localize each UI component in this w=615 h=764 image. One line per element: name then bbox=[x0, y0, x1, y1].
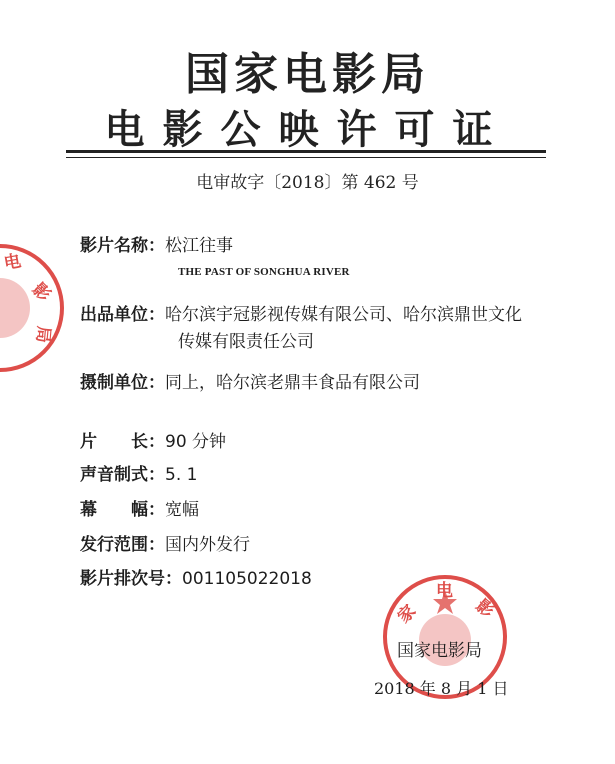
release-value: 国内外发行 bbox=[165, 535, 250, 555]
header-rule-thick bbox=[66, 150, 546, 153]
release-row bbox=[80, 530, 250, 555]
svg-text:电: 电 bbox=[436, 581, 453, 601]
sound-label: 声音制式： bbox=[80, 465, 165, 485]
screen-label: 幕 幅： bbox=[80, 500, 165, 520]
serial-value: 001105022018 bbox=[182, 569, 312, 589]
svg-text:影: 影 bbox=[27, 279, 55, 306]
length-label: 片 长： bbox=[80, 432, 165, 452]
issuer-signature: 国家电影局 bbox=[397, 641, 482, 661]
shooting-row bbox=[80, 368, 420, 393]
serial-label: 影片排次号： bbox=[80, 569, 182, 589]
film-name-row bbox=[80, 231, 233, 256]
svg-text:家: 家 bbox=[393, 601, 421, 628]
shooting-label: 摄制单位： bbox=[80, 373, 165, 393]
length-row bbox=[80, 427, 226, 452]
screen-value: 宽幅 bbox=[165, 500, 199, 520]
sound-row bbox=[80, 460, 197, 485]
serial-row bbox=[80, 564, 312, 589]
producer-value-line2: 传媒有限责任公司 bbox=[178, 332, 314, 352]
producer-row bbox=[80, 300, 522, 325]
film-name-label: 影片名称： bbox=[80, 236, 165, 256]
svg-text:影: 影 bbox=[471, 595, 498, 622]
producer-label: 出品单位： bbox=[80, 305, 165, 325]
header-rule-thin bbox=[66, 157, 546, 158]
film-name-value: 松江往事 bbox=[165, 236, 233, 256]
issuing-authority-title: 国家电影局 bbox=[185, 49, 430, 100]
producer-value-line1: 哈尔滨宇冠影视传媒有限公司、哈尔滨鼎世文化 bbox=[165, 305, 522, 325]
svg-text:局: 局 bbox=[32, 325, 54, 344]
svg-text:电: 电 bbox=[2, 251, 23, 274]
release-label: 发行范围： bbox=[80, 535, 165, 555]
issue-date: 2018 年 8 月 1 日 bbox=[374, 679, 509, 698]
official-seal-left bbox=[0, 238, 70, 378]
length-value: 90 分钟 bbox=[165, 432, 227, 452]
document-number: 电审故字〔2018〕第 462 号 bbox=[196, 173, 419, 193]
screen-row bbox=[80, 495, 199, 520]
film-name-english: THE PAST OF SONGHUA RIVER bbox=[178, 266, 350, 278]
shooting-value: 同上，哈尔滨老鼎丰食品有限公司 bbox=[165, 373, 420, 393]
certificate-title: 电影公映许可证 bbox=[104, 107, 511, 153]
sound-value: 5. 1 bbox=[165, 465, 198, 485]
